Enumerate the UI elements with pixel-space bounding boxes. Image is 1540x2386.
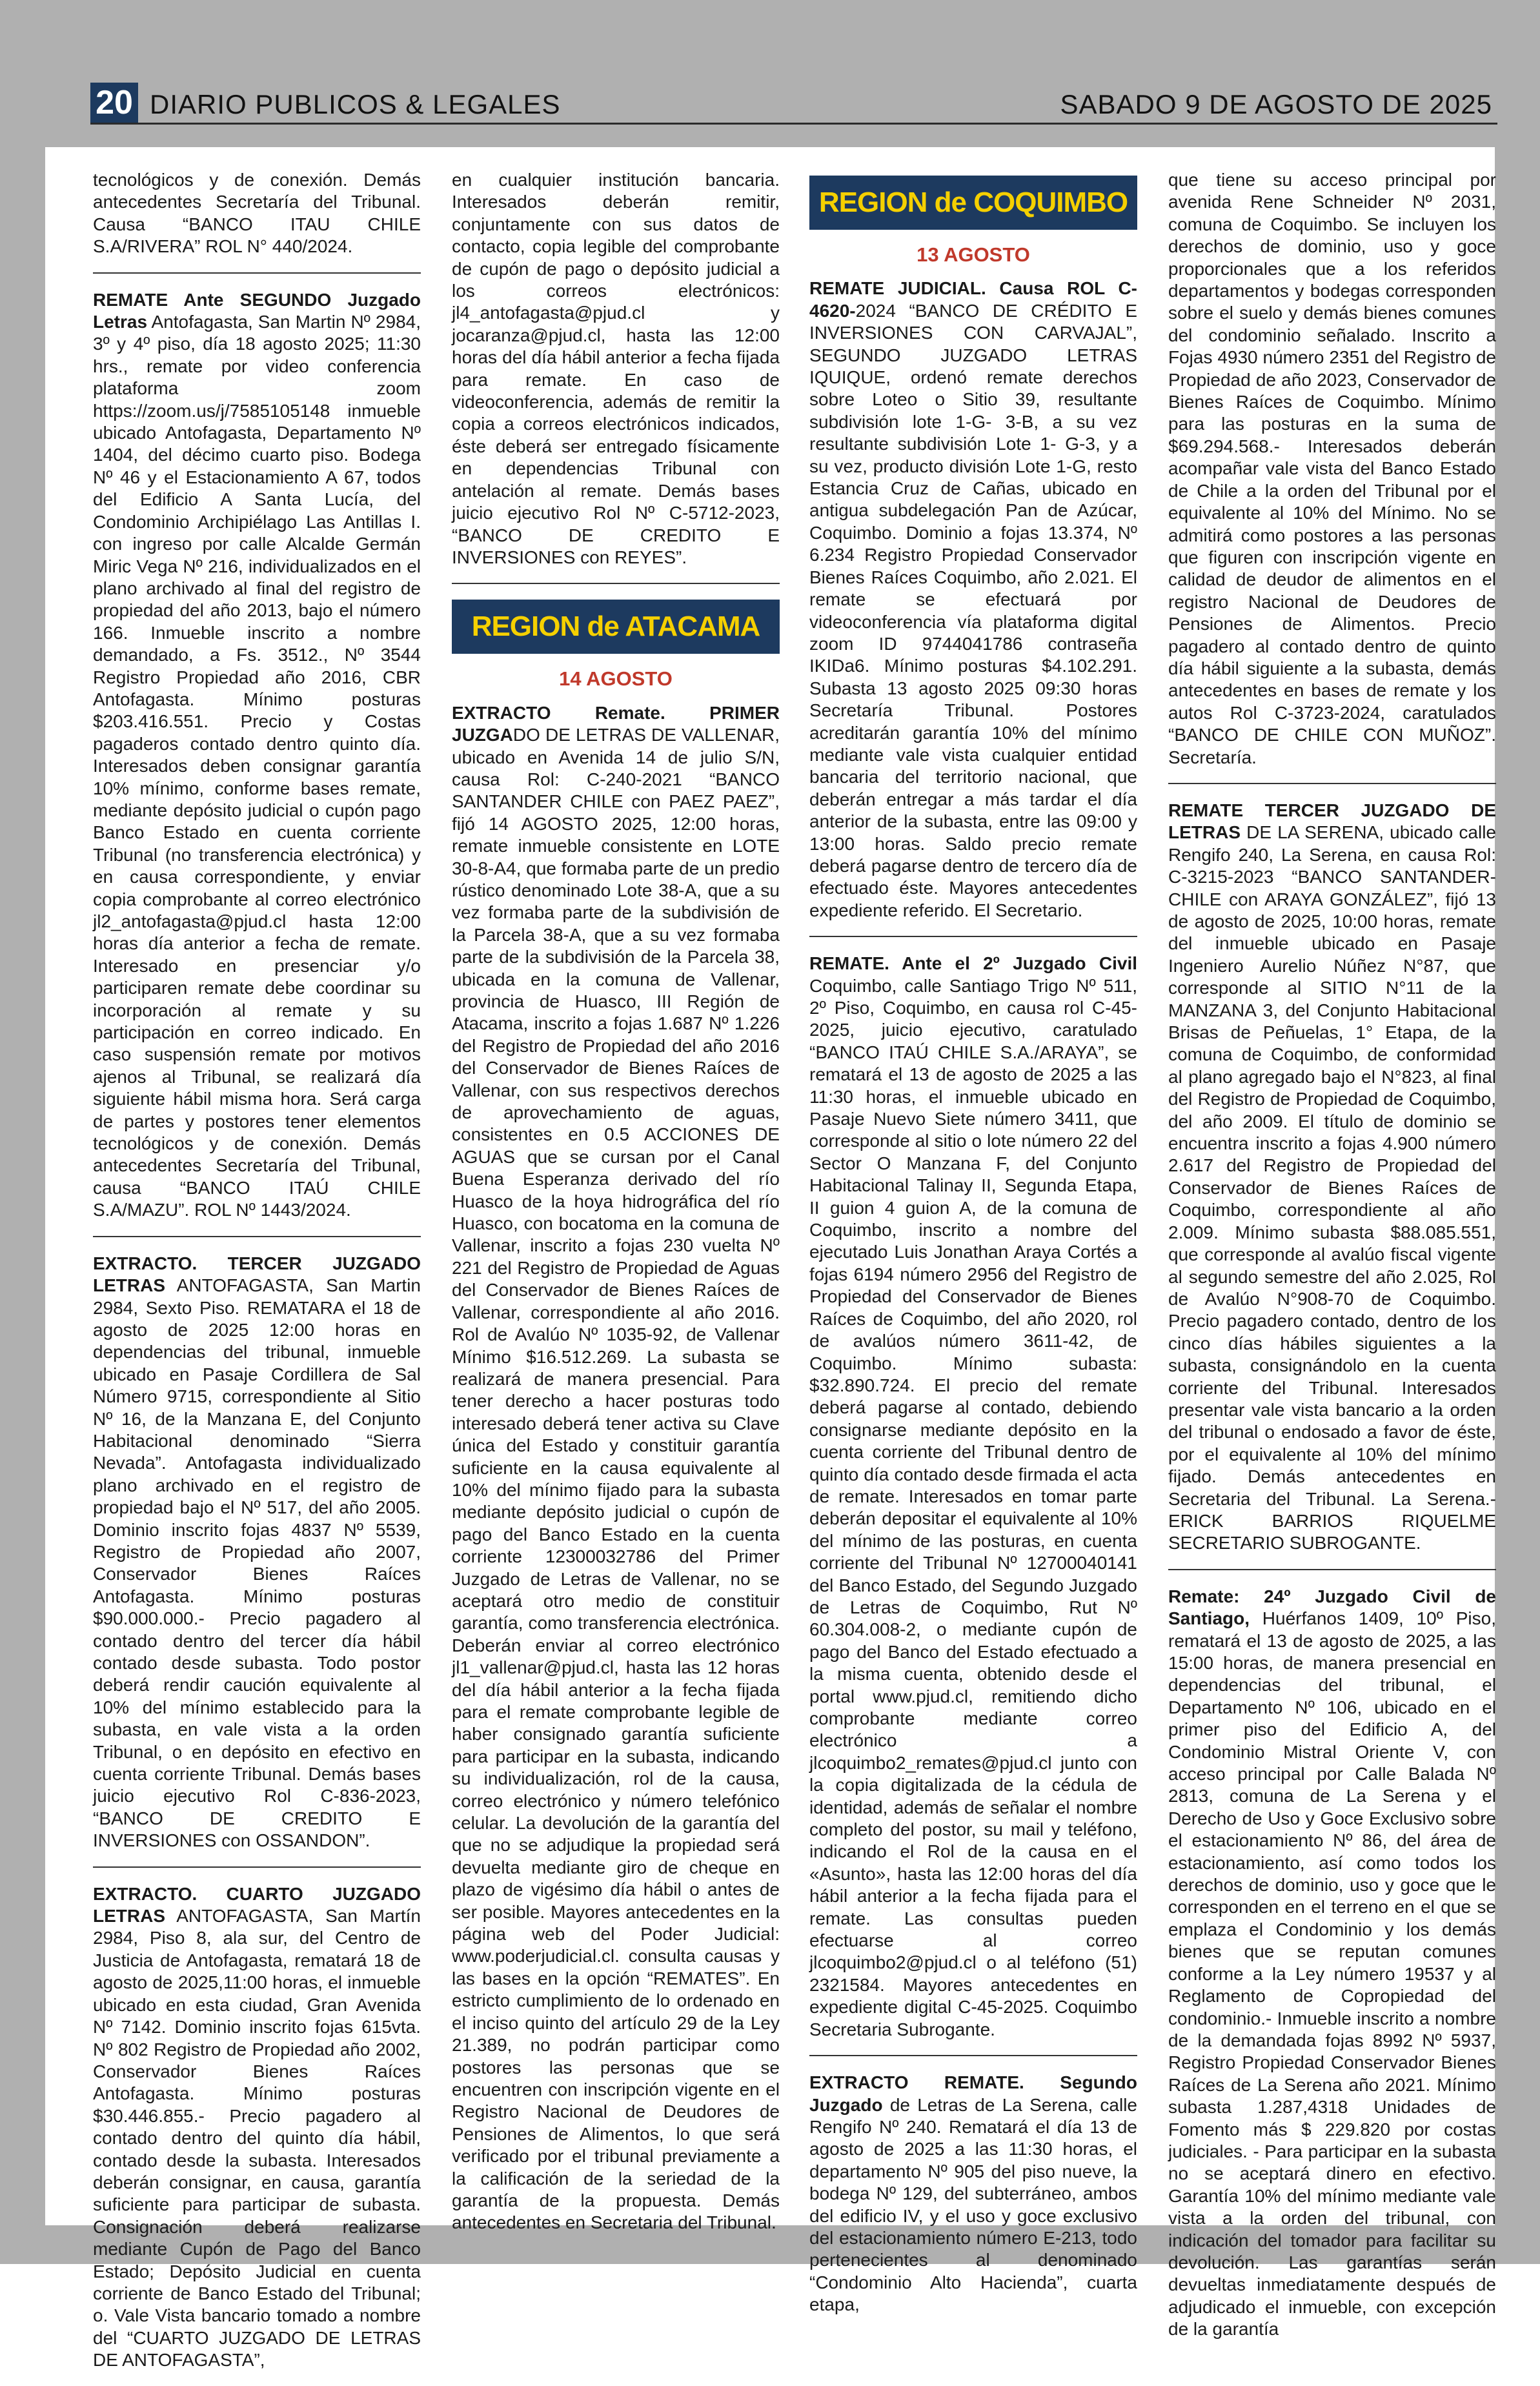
column-2 bbox=[452, 169, 780, 2233]
notice bbox=[1168, 800, 1496, 1570]
notice bbox=[809, 2072, 1137, 2330]
notice-body: Coquimbo, calle Santiago Trigo Nº 511, 2º Piso, Coquimbo, en causa rol C-45-2025, juicio ejecutivo, caratulado “BANCO ITAÚ CHILE S.A./ARAYA”, se rematará el 13 de agosto de 2025 a las 11:30 horas, el inmueble ubicado en Pasaje Nuevo Siete número 3411, que corresponde al sitio o lote número 22 del Sector O Manzana F, del Conjunto Habitacional Talinay II, Segunda Etapa, II guion 4 guion A, de la comuna de Coquimbo, inscrito a nombre del ejecutado Luis Jonathan Araya Cortés a fojas 6194 número 2956 del Registro de Propiedad del Conservador de Bienes Raíces de Coquimbo, del año 2020, rol de avalúos número 3611-42, de Coquimbo. Mínimo subasta: $32.890.724. El precio del remate deberá pagarse al contado, debiendo consignarse mediante depósito en la cuenta corriente del Tribunal dentro de quinto día contado desde firmada el acta de remate. Interesados en tomar parte deberán depositar el equivalente al 10% del mínimo de las posturas, en cuenta corriente del Tribunal Nº 12700040141 del Banco Estado, del Segundo Juzgado de Letras de Coquimbo, Rut Nº 60.304.008-2, o mediante cupón de pago del Banco del Estado efectuado a la misma cuenta, obtenido desde el portal www.pjud.cl, remitiendo dicho comprobante mediante correo electrónico a jlcoquimbo2_remates@pjud.cl junto con la copia digitalizada de la cédula de identidad, además de señalar el nombre completo del postor, su mail y teléfono, indicando el Rol de la causa en el «Asunto», hasta las 12:00 horas del día hábil anterior a la fecha fijada para el remate. Las consultas pueden efectuarse al correo jlcoquimbo2@pjud.cl o al teléfono (51) 2321584. Mayores antecedentes en expediente digital C-45-2025. Coquimbo Secretaria Subrogante. bbox=[809, 975, 1137, 2039]
notice-body: Antofagasta, San Martin Nº 2984, 3º y 4º piso, día 18 agosto 2025; 11:30 hrs., remate por video conferencia plataforma zoom https://zoom.us/j/7585105148 inmueble ubicado Antofagasta, Departamento Nº 1404, del décimo cuarto piso. Bodega Nº 46 y el Estacionamiento A 67, todos del Edificio A Santa Lucía, del Condominio Archipiélago Las Antillas I. con ingreso por calle Alcalde Germán Miric Vega Nº 216, individualizados en el plano archivado al final del registro de propiedad del año 2013, bajo el número 166. Inmueble inscrito a nombre demandado, a Fs. 3512., Nº 3544 Registro Propiedad año 2016, CBR Antofagasta. Mínimo posturas $203.416.551. Precio y Costas pagaderos contado dentro quinto día. Interesados deben consignar garantía 10% mínimo, conforme bases remate, mediante depósito judicial o cupón pago Banco Estado en cuenta corriente Tribunal (no transferencia electrónica) y en causa correspondiente, y enviar copia comprobante al correo electrónico jl2_antofagasta@pjud.cl hasta 12:00 horas día anterior a fecha de remate. Interesado en presenciar y/o participaren remate debe coordinar su incorporación al remate y su participación en correo indicado. En caso suspensión remate por motivos ajenos al Tribunal, se realizará día siguiente hábil misma hora. Será carga de partes y postores tener elementos tecnológicos y de conexión. Demás antecedentes Secretaría del Tribunal, causa “BANCO ITAÚ CHILE S.A/MAZU”. ROL Nº 1443/2024. bbox=[93, 312, 421, 1220]
notice-lead: REMATE TERCER JUZGADO DE LETRAS bbox=[1168, 800, 1496, 843]
notice-text bbox=[93, 169, 421, 258]
notice-body: en cualquier institución bancaria. Interesados deberán remitir, conjuntamente con sus datos de contacto, copia legible del comprobante de cupón de pago o depósito judicial a los correos electrónicos: jl4_antofagasta@pjud.cl y jocaranza@pjud.cl, hasta las 12:00 horas del día hábil anterior a fecha fijada para remate. En caso de videoconferencia, además de remitir la copia a correos electrónicos indicados, éste deberá ser entregado físicamente en dependencias Tribunal con antelación al remate. Demás bases juicio ejecutivo Rol Nº C-5712-2023, “BANCO DE CREDITO E INVERSIONES con REYES”. bbox=[452, 170, 780, 567]
notice bbox=[93, 289, 421, 1237]
column-3 bbox=[809, 169, 1138, 2315]
notice bbox=[93, 1253, 421, 1868]
notice-lead: REMATE JUDICIAL. Causa ROL C-4620- bbox=[809, 278, 1137, 321]
notice bbox=[93, 1883, 421, 2386]
left-margin bbox=[0, 0, 45, 2264]
column-1 bbox=[93, 169, 421, 2371]
notice-body: Huérfanos 1409, 10º Piso, rematará el 13 de agosto de 2025, a las 15:00 horas, de manera presencial en dependencias del tribunal, el Departamento Nº 106, ubicado en el primer piso del Edificio A, del Condominio Mistral Oriente V, con acceso principal por Calle Balada Nº 2813, comuna de La Serena y el Derecho de Uso y Goce Exclusivo sobre el estacionamiento Nº 86, del área de estacionamiento, así como todos los derechos de dominio, uso y goce que le corresponden en el terreno en el que se emplaza el Condominio y los demás bienes que se reputan comunes conforme a la Ley número 19537 y al Reglamento de Copropiedad del condominio.- Inmueble inscrito a nombre de la demandada fojas 8992 Nº 5937, Registro Propiedad Conservador Bienes Raíces de La Serena año 2021. Mínimo subasta 1.287,4318 Unidades de Fomento más $ 229.820 por costas judiciales. - Para participar en la subasta no se aceptará dinero en efectivo. Garantía 10% del mínimo mediante vale vista a la orden del tribunal, con indicación del tomador para facilitar su devolución. Las garantías serán devueltas inmediatamente después de adjudicado el inmueble, con excepción de la garantía bbox=[1168, 1608, 1496, 2340]
notice-text bbox=[809, 2072, 1137, 2316]
notice-body: de Letras de La Serena, calle Rengifo Nº 240. Rematará el día 13 de agosto de 2025 a las 11:30 horas, el departamento Nº 905 del piso nueve, la bodega Nº 129, del subterráneo, ambos del edificio IV, y el uso y goce exclusivo del estacionamiento número E-213, todo pertenecientes al denominado “Condominio Alto Hacienda”, cuarta etapa, bbox=[809, 2094, 1138, 2315]
region-banner-atacama: REGION de ATACAMA bbox=[452, 600, 780, 654]
top-margin bbox=[0, 0, 1540, 147]
notice-lead: EXTRACTO. CUARTO JUZGADO LETRAS bbox=[93, 1883, 421, 1926]
notice-lead: REMATE. Ante el 2º Juzgado Civil bbox=[809, 953, 1137, 974]
notice-lead: Remate: 24º Juzgado Civil de Santiago, bbox=[1168, 1586, 1496, 1629]
notice-body: 2024 “BANCO DE CRÉDITO E INVERSIONES CON CARVAJAL”, SEGUNDO JUZGADO LETRAS IQUIQUE, ordenó remate derechos sobre Loteo o Sitio 39, resultante subdivisión lote 1-G- 3-B, a su vez resultante subdivisión Lote 1- G-3, y a su vez, producto división Lote 1-G, resto Estancia Cruz de Cañas, ubicado en antigua subdelegación Pan de Azúcar, Coquimbo. Dominio a fojas 13.374, Nº 6.234 Registro Propiedad Conservador Bienes Raíces Coquimbo, año 2.021. El remate se efectuará por videoconferencia vía plataforma digital zoom ID 9744041786 contraseña IKIDa6. Mínimo posturas $4.102.291. Subasta 13 agosto 2025 09:30 horas Secretaría Tribunal. Postores acreditarán garantía 10% del mínimo mediante vale vista cualquier entidad bancaria del territorio nacional, que deberán entregar a más tardar el día anterior de la subasta, entre las 09:00 y 13:00 horas. Saldo precio remate deberá pagarse dentro de tercero día de efectuado éste. Mayores antecedentes expediente referido. El Secretario. bbox=[809, 300, 1137, 920]
notice bbox=[452, 702, 780, 2249]
page-number: 20 bbox=[90, 83, 138, 123]
publication-name: DIARIO PUBLICOS & LEGALES bbox=[150, 89, 561, 119]
notice-lead: EXTRACTO Remate. PRIMER JUZGA bbox=[452, 702, 780, 745]
notice-text bbox=[93, 1253, 421, 1852]
notice bbox=[1168, 169, 1496, 784]
notice-body: ANTOFAGASTA, San Martín 2984, Piso 8, ala sur, del Centro de Justicia de Antofagasta, rematará 18 de agosto de 2025,11:00 horas, el inmueble ubicado en esta ciudad, Gran Avenida Nº 7142. Dominio inscrito fojas 615vta. Nº 802 Registro de Propiedad año 2002, Conservador Bienes Raíces Antofagasta. Mínimo posturas $30.446.855.- Precio pagadero al contado dentro del quinto día hábil, contado desde la subasta. Interesados deberán consignar, en causa, garantía suficiente para participar de subasta. Consignación deberá realizarse mediante Cupón de Pago del Banco Estado; Depósito Judicial en cuenta corriente de Banco Estado del Tribunal; o. Vale Vista bancario tomado a nombre del “CUARTO JUZGADO DE LETRAS DE ANTOFAGASTA”, bbox=[93, 1906, 421, 2371]
notice-text bbox=[809, 278, 1137, 922]
notice-text bbox=[93, 1883, 421, 2372]
notice-lead: EXTRACTO. TERCER JUZGADO LETRAS bbox=[93, 1253, 421, 1296]
notice-body: DE LA SERENA, ubicado calle Rengifo 240, La Serena, en causa Rol: C-3215-2023 “BANCO SANTANDER-CHILE con ARAYA GONZÁLEZ”, fijó 13 de agosto de 2025, 10:00 horas, remate del inmueble ubicado en Pasaje Ingeniero Aurelio Núñez N°87, que corresponde al SITIO N°11 de la MANZANA 3, del Conjunto Habitacional Brisas de Peñuelas, 1° Etapa, de la comuna de Coquimbo, de conformidad al plano agregado bajo el N°823, al final del Registro de Propiedad de Coquimbo, del año 2009. El título de dominio se encuentra inscrito a fojas 4.900 número 2.617 del Registro de Propiedad del Conservador de Bienes Raíces de Coquimbo, correspondiente al año 2.009. Mínimo subasta $88.085.551, que corresponde al avalúo fiscal vigente al segundo semestre del año 2.025, Rol de Avalúo N°908-70 de Coquimbo. Precio pagadero contado, dentro de los cinco días hábiles siguientes a la subasta, consignándolo en la cuenta corriente del Tribunal. Interesados presentar vale vista bancario a la orden del tribunal o endosado a favor de éste, por el equivalente al 10% del mínimo fijado. Demás antecedentes en Secretaria del Tribunal. La Serena.- ERICK BARRIOS RIQUELME SECRETARIO SUBROGANTE. bbox=[1168, 822, 1497, 1553]
notice-text bbox=[1168, 1586, 1496, 2341]
notice-text bbox=[452, 702, 780, 2234]
notice-text bbox=[1168, 169, 1496, 769]
notice-body: DO DE LETRAS DE VALLENAR, ubicado en Avenida 14 de julio S/N, causa Rol: C-240-2021 “BANCO SANTANDER CHILE con PAEZ PAEZ”, fijó 14 AGOSTO 2025, 12:00 horas, remate inmueble consistente en LOTE 30-8-A4, que formaba parte de un predio rústico denominado Lote 38-A, que a su vez formaba parte de la subdivisión de la Parcela 38-A, que a su vez formaba parte de la subdivisión de la Parcela 38, ubicada en la comuna de Vallenar, provincia de Huasco, III Región de Atacama, inscrito a fojas 1.687 Nº 1.226 del Registro de Propiedad del año 2016 del Conservador de Bienes Raíces de Vallenar, con sus respectivos derechos de aprovechamiento de aguas, consistentes en 0.5 ACCIONES DE AGUAS que se cursan por el Canal Buena Esperanza derivado del río Huasco de la hoya hidrográfica del río Huasco, con bocatoma en la comuna de Vallenar, inscrito a fojas 230 vuelta Nº 221 del Registro de Propiedad de Aguas del Conservador de Bienes Raíces de Vallenar, correspondiente al año 2016. Rol de Avalúo Nº 1035-92, de Vallenar Mínimo $16.512.269. La subasta se realizará de manera presencial. Para tener derecho a hacer posturas todo interesado deberá tener activa su Clave única del Estado y constituir garantía suficiente en la causa equivalente al 10% del mínimo fijado para la subasta mediante depósito judicial o cupón de pago del Banco Estado en la cuenta corriente 12300032786 del Primer Juzgado de Letras de Vallenar, no se aceptará otro medio de constituir garantía, como transferencia electrónica. Deberán enviar al correo electrónico jl1_vallenar@pjud.cl, hasta las 12 horas del día hábil anterior a la fecha fijada para el remate comprobante legible de haber consignado garantía suficiente para participar en la subasta, indicando su individualización, rol de la causa, correo electrónico y número telefónico celular. La devolución de la garantía del que no se adjudique la propiedad será devuelta mediante giro de cheque en plazo de vigésimo día hábil o antes de ser posible. Mayores antecedentes en la página web del Poder Judicial: www.poderjudicial.cl. consulta causas y las bases en la opción “REMATES”. En estricto cumplimiento de lo ordenado en el inciso quinto del artículo 29 de la Ley 21.389, no podrán participar como postores las personas que se encuentren con inscripción vigente en el Registro Nacional de Deudores de Pensiones de Alimentos, lo que será verificado por el tribunal previamente a la calificación de la seriedad de la garantía de la propuesta. Demás antecedentes en Secretaria del Tribunal. bbox=[452, 725, 780, 2233]
notice-body: tecnológicos y de conexión. Demás antecedentes Secretaría del Tribunal. Causa “BANCO ITAU CHILE S.A/RIVERA” ROL N° 440/2024. bbox=[93, 170, 421, 257]
notice-body: que tiene su acceso principal por avenida Rene Schneider Nº 2031, comuna de Coquimbo. Se incluyen los derechos de dominio, uso y goce proporcionales que a los referidos departamentos y bodegas corresponden sobre el suelo y demás bienes comunes del condominio señalado. Inscrito a Fojas 4930 número 2351 del Registro de Propiedad de año 2023, Conservador de Bienes Raíces de Coquimbo. Mínimo para las posturas en la suma de $69.294.568.- Interesados deberán acompañar vale vista del Banco Estado de Chile a la orden del Tribunal por el equivalente al 10% del Mínimo. No se admitirá como postores a las personas que figuren con inscripción vigente en calidad de deudor de alimentos en el registro Nacional de Deudores de Pensiones de Alimentos. Precio pagadero al contado dentro de quinto día hábil siguiente a la subasta, demás antecedentes en bases de remate y los autos Rol C-3723-2024, caratulados “BANCO DE CHILE CON MUÑOZ”. Secretaría. bbox=[1168, 170, 1496, 767]
auction-date-heading: 14 AGOSTO bbox=[559, 667, 673, 691]
notice-text bbox=[1168, 800, 1496, 1555]
notice-text bbox=[452, 169, 780, 569]
notice bbox=[809, 278, 1137, 937]
notice-lead: REMATE Ante SEGUNDO Juzgado Letras bbox=[93, 289, 421, 332]
notice bbox=[1168, 1586, 1496, 2355]
column-4 bbox=[1168, 169, 1497, 2340]
region-banner-coquimbo: REGION de COQUIMBO bbox=[809, 176, 1137, 230]
page-header bbox=[90, 83, 1497, 125]
publication-date: SABADO 9 DE AGOSTO DE 2025 bbox=[1060, 89, 1492, 119]
notice-text bbox=[93, 289, 421, 1222]
notice-text bbox=[809, 953, 1137, 2041]
notice-lead: EXTRACTO REMATE. Segundo Juzgado bbox=[809, 2072, 1137, 2115]
notice bbox=[809, 953, 1137, 2056]
right-margin bbox=[1495, 0, 1540, 2264]
notice bbox=[452, 169, 780, 584]
auction-date-heading: 13 AGOSTO bbox=[917, 243, 1030, 266]
notice bbox=[93, 169, 421, 274]
notice-body: ANTOFAGASTA, San Martin 2984, Sexto Piso. REMATARA el 18 de agosto de 2025 12:00 horas en dependencias del tribunal, inmueble ubicado en Pasaje Cordillera de Sal Número 9715, correspondiente al Sitio Nº 16, de la Manzana E, del Conjunto Habitacional denominado “Sierra Nevada”. Antofagasta individualizado plano archivado en el registro de propiedad bajo el Nº 517, del año 2005. Dominio inscrito fojas 4837 Nº 5539, Registro de Propiedad año 2007, Conservador Bienes Raíces Antofagasta. Mínimo posturas $90.000.000.- Precio pagadero al contado dentro del tercer día hábil contado desde subasta. Todo postor deberá rendir caución equivalente al 10% del mínimo establecido para la subasta, en vale vista a la orden Tribunal, o en depósito en efectivo en cuenta corriente Tribunal. Demás bases juicio ejecutivo Rol C-836-2023, “BANCO DE CREDITO E INVERSIONES con OSSANDON”. bbox=[93, 1275, 421, 1851]
